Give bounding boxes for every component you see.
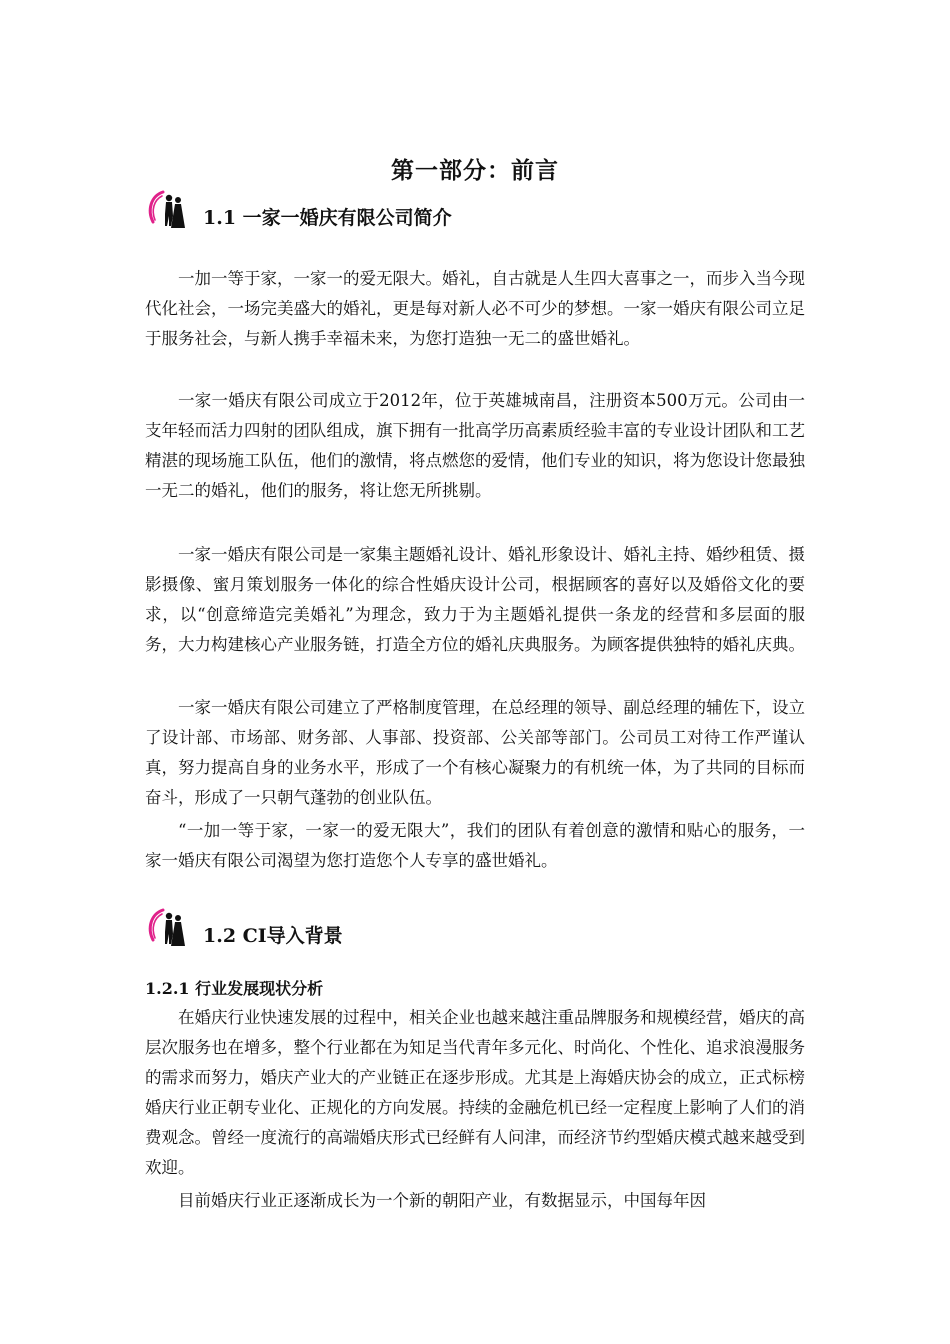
couple-silhouette-icon: [145, 186, 195, 236]
paragraph: “一加一等于家，一家一的爱无限大”，我们的团队有着创意的激情和贴心的服务，一家一婚庆有限公司渴望为您打造您个人专享的盛世婚礼。: [145, 821, 805, 870]
paragraph: 一加一等于家，一家一的爱无限大。婚礼，自古就是人生四大喜事之一，而步入当今现代化社会，一场完美盛大的婚礼，更是每对新人必不可少的梦想。一家一婚庆有限公司立足于服务社会，与新人携手幸福未来，为您打造独一无二的盛世婚礼。: [145, 269, 805, 348]
section-1-1-header: [145, 186, 452, 236]
section-1-2-header: [145, 904, 343, 954]
paragraph: 一家一婚庆有限公司是一家集主题婚礼设计、婚礼形象设计、婚礼主持、婚纱租赁、摄影摄像、蜜月策划服务一体化的综合性婚庆设计公司，根据顾客的喜好以及婚俗文化的要求，以“创意缔造完美婚礼”为理念，致力于为主题婚礼提供一条龙的经营和多层面的服务，大力构建核心产业服务链，打造全方位的婚礼庆典服务。为顾客提供独特的婚礼庆典。: [145, 545, 805, 654]
paragraph: 在婚庆行业快速发展的过程中，相关企业也越来越注重品牌服务和规模经营，婚庆的高层次服务也在增多，整个行业都在为知足当代青年多元化、时尚化、个性化、追求浪漫服务的需求而努力，婚庆产业大的产业链正在逐步形成。尤其是上海婚庆协会的成立，正式标榜婚庆行业正朝专业化、正规化的方向发展。持续的金融危机已经一定程度上影响了人们的消费观念。曾经一度流行的高端婚庆形式已经鲜有人问津，而经济节约型婚庆模式越来越受到欢迎。: [145, 1008, 805, 1177]
page-title: 第一部分：前言: [391, 157, 559, 184]
couple-silhouette-icon: [145, 904, 195, 954]
paragraph: 目前婚庆行业正逐渐成长为一个新的朝阳产业，有数据显示，中国每年因: [178, 1191, 706, 1210]
section-heading: 1.2 CI导入背景: [203, 924, 343, 947]
paragraph: 一家一婚庆有限公司成立于2012年，位于英雄城南昌，注册资本500万元。公司由一支年轻而活力四射的团队组成，旗下拥有一批高学历高素质经验丰富的专业设计团队和工艺精湛的现场施工队伍，他们的激情，将点燃您的爱情，他们专业的知识，将为您设计您最独一无二的婚礼，他们的服务，将让您无所挑剔。: [145, 391, 805, 500]
paragraph: 一家一婚庆有限公司建立了严格制度管理，在总经理的领导、副总经理的辅佐下，设立了设计部、市场部、财务部、人事部、投资部、公关部等部门。公司员工对待工作严谨认真，努力提高自身的业务水平，形成了一个有核心凝聚力的有机统一体，为了共同的目标而奋斗，形成了一只朝气蓬勃的创业队伍。: [145, 698, 805, 807]
subsection-heading: 1.2.1 行业发展现状分析: [145, 979, 324, 998]
section-heading: 1.1 一家一婚庆有限公司简介: [203, 206, 452, 229]
